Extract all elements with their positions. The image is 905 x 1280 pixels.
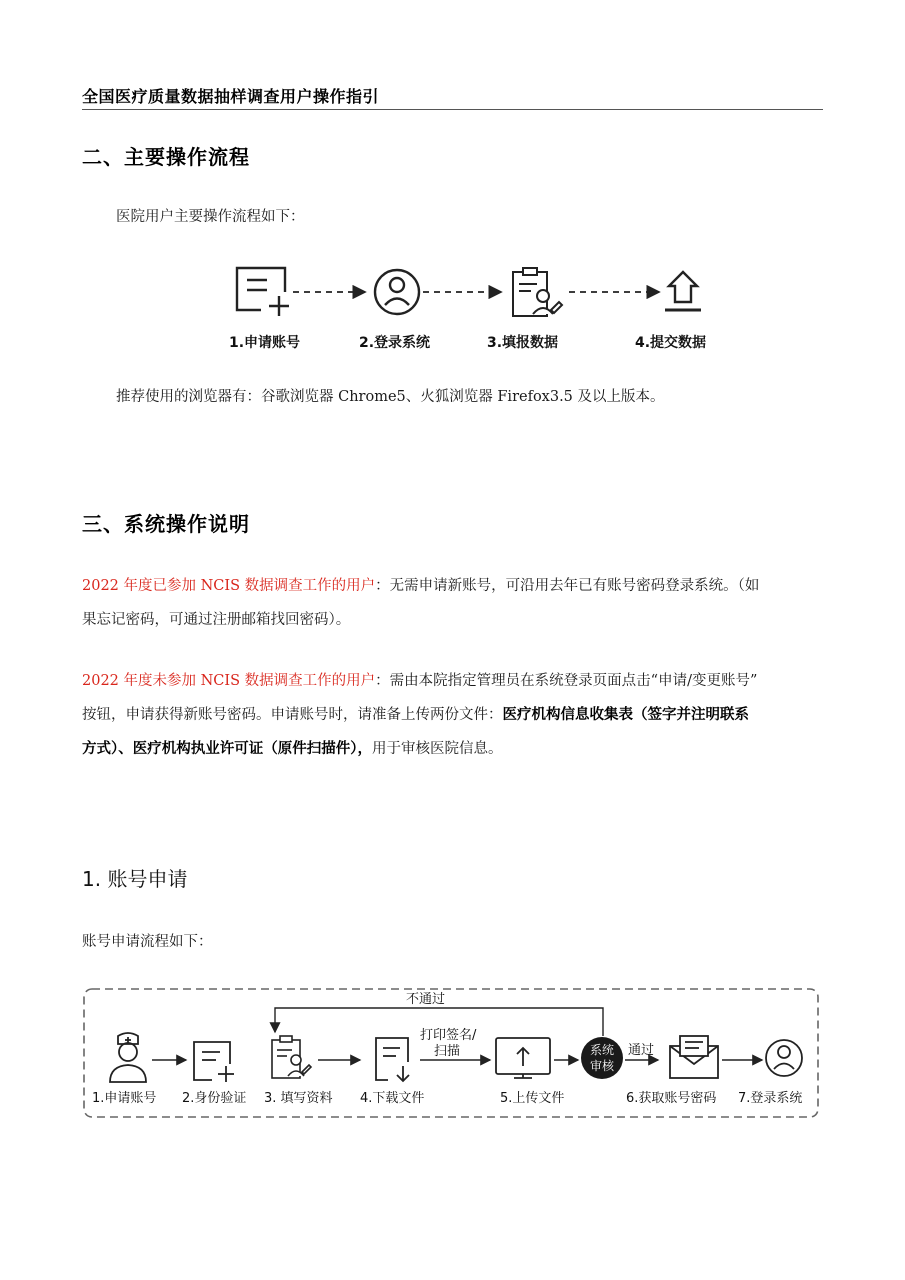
paragraph-existing-users: [82, 569, 759, 637]
main-flow-diagram: [225, 258, 725, 358]
header-rule: [82, 109, 823, 110]
main-step-label: 1.申请账号: [229, 335, 301, 351]
document-header-title: 全国医疗质量数据抽样调查用户操作指引: [82, 87, 380, 106]
download-file-icon: [376, 1038, 409, 1081]
paragraph-new-users: [82, 664, 757, 766]
existing-users-label: 2022 年度已参加 NCIS 数据调查工作的用户: [82, 578, 376, 594]
existing-users-text: ：无需申请新账号，可沿用去年已有账号密码登录系统。（如: [375, 578, 760, 594]
browser-note: 推荐使用的浏览器有：谷歌浏览器 Chrome5、火狐浏览器 Firefox3.5 及以上版本。: [116, 389, 665, 405]
section2-heading: 二、主要操作流程: [82, 145, 250, 169]
apply-step-label: 1.申请账号: [92, 1091, 157, 1106]
required-files-bold: 医疗机构信息收集表（签字并注明联系: [502, 707, 749, 723]
account-apply-flow-diagram: [82, 986, 822, 1122]
upload-icon: [665, 272, 701, 310]
clipboard-edit-icon: [272, 1036, 311, 1078]
required-files-bold-2: 方式）、医疗机构执业许可证（原件扫描件），: [82, 741, 372, 757]
review-label-1: 系统: [590, 1043, 615, 1057]
apply-step-label: 7.登录系统: [738, 1091, 803, 1106]
apply-step-label: 3. 填写资料: [264, 1091, 333, 1106]
main-step-label: 4.提交数据: [635, 335, 707, 351]
new-users-text-2: 按钮，申请获得新账号密码。申请账号时，请准备上传两份文件：: [82, 707, 503, 723]
new-users-label: 2022 年度未参加 NCIS 数据调查工作的用户: [82, 673, 376, 689]
apply-form-icon: [237, 268, 289, 316]
apply-step-label: 6.获取账号密码: [626, 1091, 717, 1106]
new-users-text-3: 用于审核医院信息。: [372, 741, 503, 757]
apply-step-label: 4.下载文件: [360, 1091, 425, 1106]
clipboard-fill-icon: [513, 268, 562, 316]
main-step-label: 2.登录系统: [359, 335, 431, 351]
reject-label: 不通过: [406, 992, 446, 1007]
print-scan-label: 扫描: [434, 1044, 461, 1059]
apply-step-label: 5.上传文件: [500, 1091, 565, 1106]
form-plus-icon: [194, 1042, 234, 1082]
user-circle-icon: [375, 270, 419, 314]
envelope-letter-icon: [670, 1036, 718, 1078]
apply-step-label: 2.身份验证: [182, 1091, 247, 1106]
monitor-upload-icon: [496, 1038, 550, 1078]
section2-intro: 医院用户主要操作流程如下：: [116, 209, 305, 225]
new-users-text: ：需由本院指定管理员在系统登录页面点击“申请/变更账号”: [375, 673, 758, 689]
review-label-2: 审核: [590, 1059, 615, 1073]
pass-label: 通过: [628, 1043, 655, 1058]
doctor-icon: [110, 1033, 146, 1082]
section3-heading: 三、系统操作说明: [82, 512, 250, 536]
subsection1-heading: 1. 账号申请: [82, 867, 188, 891]
existing-users-text-2: 果忘记密码，可通过注册邮箱找回密码）。: [82, 612, 351, 628]
subsection1-intro: 账号申请流程如下：: [82, 934, 213, 950]
print-sign-label: 打印签名/: [420, 1028, 477, 1043]
login-user-icon: [766, 1040, 802, 1076]
main-step-label: 3.填报数据: [487, 335, 559, 351]
